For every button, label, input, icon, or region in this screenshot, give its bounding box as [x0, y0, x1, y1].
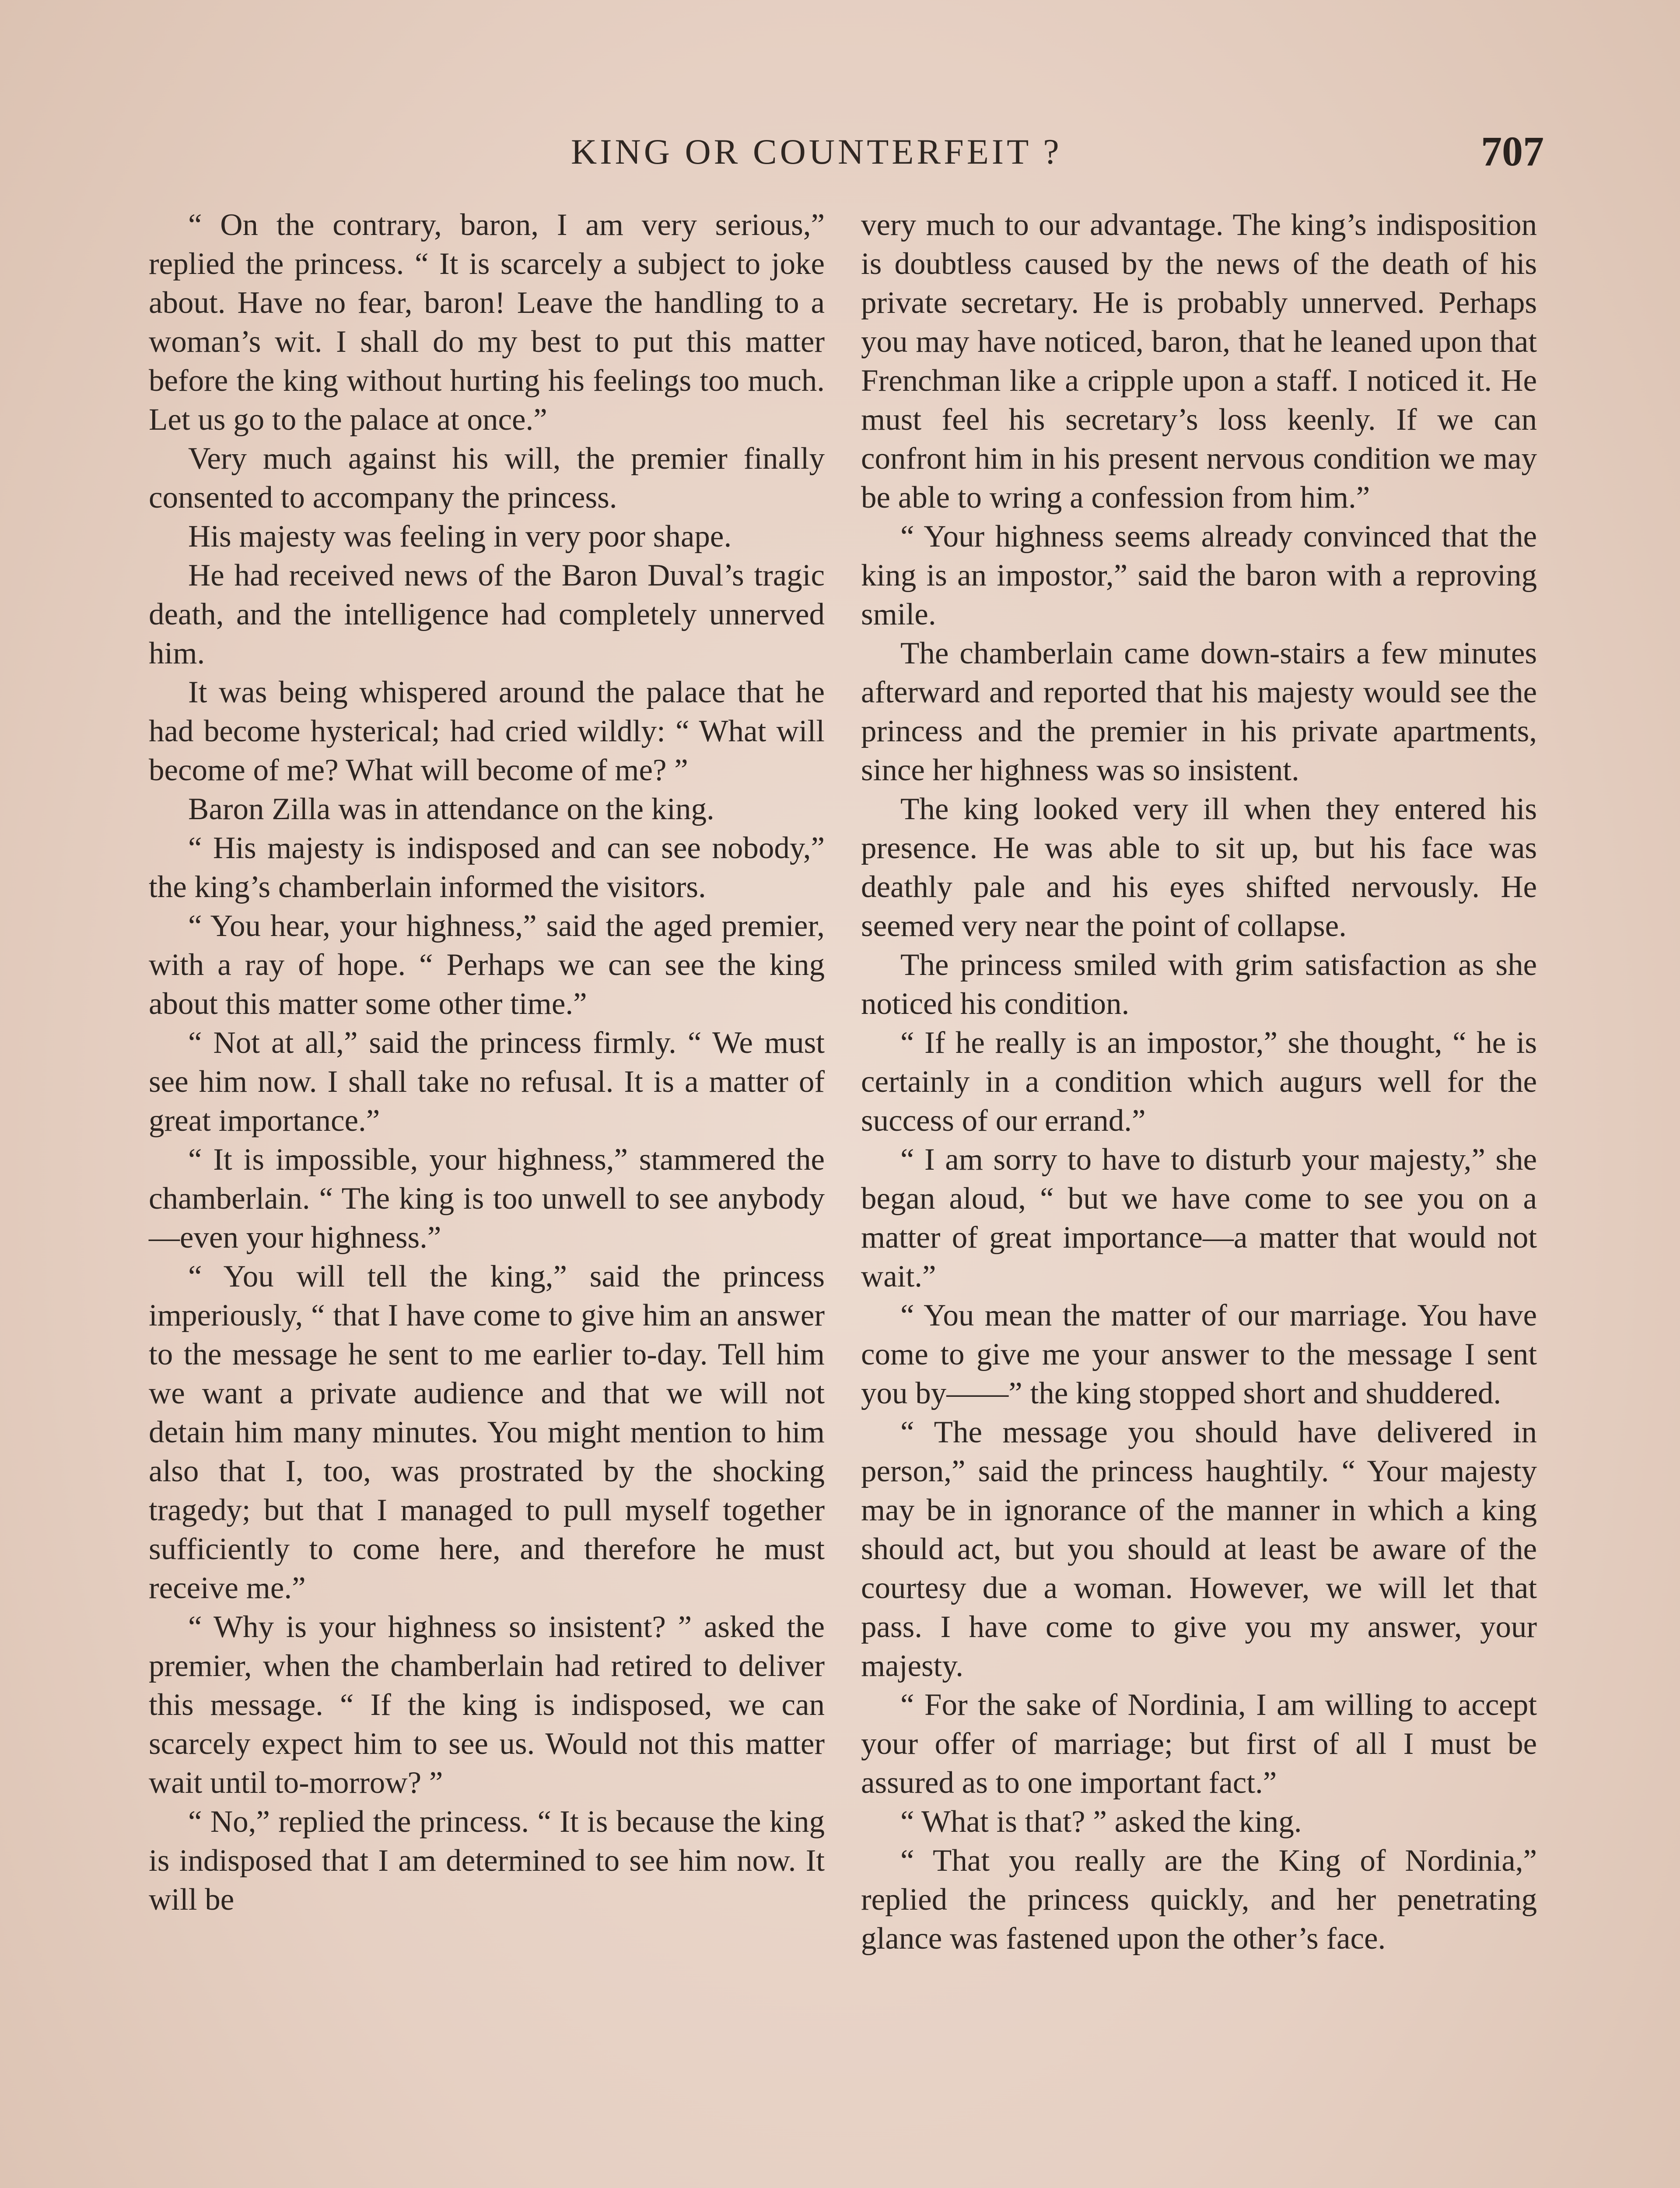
- paragraph: He had received news of the Baron Duval’s tragic death, and the intelligence had completely unnerved him.: [149, 558, 825, 670]
- left-column: [149, 206, 825, 1919]
- paragraph: “ It is impossible, your highness,” stammered the chamberlain. “ The king is too unwell to see anybody—even your highness.”: [149, 1143, 825, 1255]
- paragraph: The king looked very ill when they entered his presence. He was able to sit up, but his face was deathly pale and his eyes shifted nervously. He seemed very near the point of collapse.: [861, 792, 1537, 943]
- paragraph: “ That you really are the King of Nordinia,” replied the princess quickly, and her penetrating glance was fastened upon the other’s face.: [861, 1844, 1537, 1956]
- paragraph: “ No,” replied the princess. “ It is because the king is indisposed that I am determined to see him now. It will be: [149, 1805, 825, 1917]
- paragraph: “ On the contrary, baron, I am very serious,” replied the princess. “ It is scarcely a subject to joke about. Have no fear, baron! Leave the handling to a woman’s wit. I shall do my best to put this matter before the king without hurting his feelings too much. Let us go to the palace at once.”: [149, 208, 825, 437]
- paragraph: “ You will tell the king,” said the princess imperiously, “ that I have come to give him an answer to the message he sent to me earlier to-day. Tell him we want a private audience and that we will not detain him many minutes. You might mention to him also that I, too, was prostrated by the shocking tragedy; but that I managed to pull myself together sufficiently to come here, and therefore he must receive me.”: [149, 1259, 825, 1605]
- paragraph: “ The message you should have delivered in person,” said the princess haughtily. “ Your majesty may be in ignorance of the manner in which a king should act, but you should at least be aware of the courtesy due a woman. However, we will let that pass. I have come to give you my answer, your majesty.: [861, 1415, 1537, 1683]
- paragraph: “ I am sorry to have to disturb your majesty,” she began aloud, “ but we have come to see you on a matter of great importance—a matter that would not wait.”: [861, 1143, 1537, 1294]
- right-column: [861, 206, 1537, 1958]
- paragraph: Very much against his will, the premier finally consented to accompany the princess.: [149, 442, 825, 515]
- paragraph: The chamberlain came down-stairs a few minutes afterward and reported that his majesty would see the princess and the premier in his private apartments, since her highness was so insistent.: [861, 636, 1537, 787]
- page-header: [0, 127, 1680, 184]
- paragraph: His majesty was feeling in very poor shape.: [188, 519, 732, 554]
- paragraph: “ Your highness seems already convinced that the king is an impostor,” said the baron with a reproving smile.: [861, 519, 1537, 631]
- paragraph: “ You hear, your highness,” said the aged premier, with a ray of hope. “ Perhaps we can see the king about this matter some other time.”: [149, 909, 825, 1021]
- page-number: 707: [1481, 128, 1544, 175]
- paragraph: “ If he really is an impostor,” she thought, “ he is certainly in a condition which augurs well for the success of our errand.”: [861, 1026, 1537, 1138]
- paragraph: Baron Zilla was in attendance on the king.: [188, 792, 714, 826]
- paragraph: “ What is that? ” asked the king.: [900, 1805, 1302, 1839]
- paragraph: “ You mean the matter of our marriage. You have come to give me your answer to the message I sent you by——” the king stopped short and shuddered.: [861, 1298, 1537, 1410]
- paragraph: The princess smiled with grim satisfaction as she noticed his condition.: [861, 948, 1537, 1021]
- paragraph: “ Why is your highness so insistent? ” asked the premier, when the chamberlain had retired to deliver this message. “ If the king is indisposed, we can scarcely expect him to see us. Would not this matter wait until to-morrow? ”: [149, 1610, 825, 1800]
- paragraph: It was being whispered around the palace that he had become hysterical; had cried wildly: “ What will become of me? What will become of me? ”: [149, 675, 825, 787]
- running-title: KING OR COUNTERFEIT ?: [571, 132, 1062, 172]
- paragraph: “ His majesty is indisposed and can see nobody,” the king’s chamberlain informed the visitors.: [149, 831, 825, 904]
- paragraph: “ For the sake of Nordinia, I am willing to accept your offer of marriage; but first of all I must be assured as to one important fact.”: [861, 1688, 1537, 1800]
- paragraph: “ Not at all,” said the princess firmly. “ We must see him now. I shall take no refusal. It is a matter of great importance.”: [149, 1026, 825, 1138]
- paragraph: very much to our advantage. The king’s indisposition is doubtless caused by the news of the death of his private secretary. He is probably unnerved. Perhaps you may have noticed, baron, that he leaned upon that Frenchman like a cripple upon a staff. I noticed it. He must feel his secretary’s loss keenly. If we can confront him in his present nervous condition we may be able to wring a confession from him.”: [861, 208, 1537, 515]
